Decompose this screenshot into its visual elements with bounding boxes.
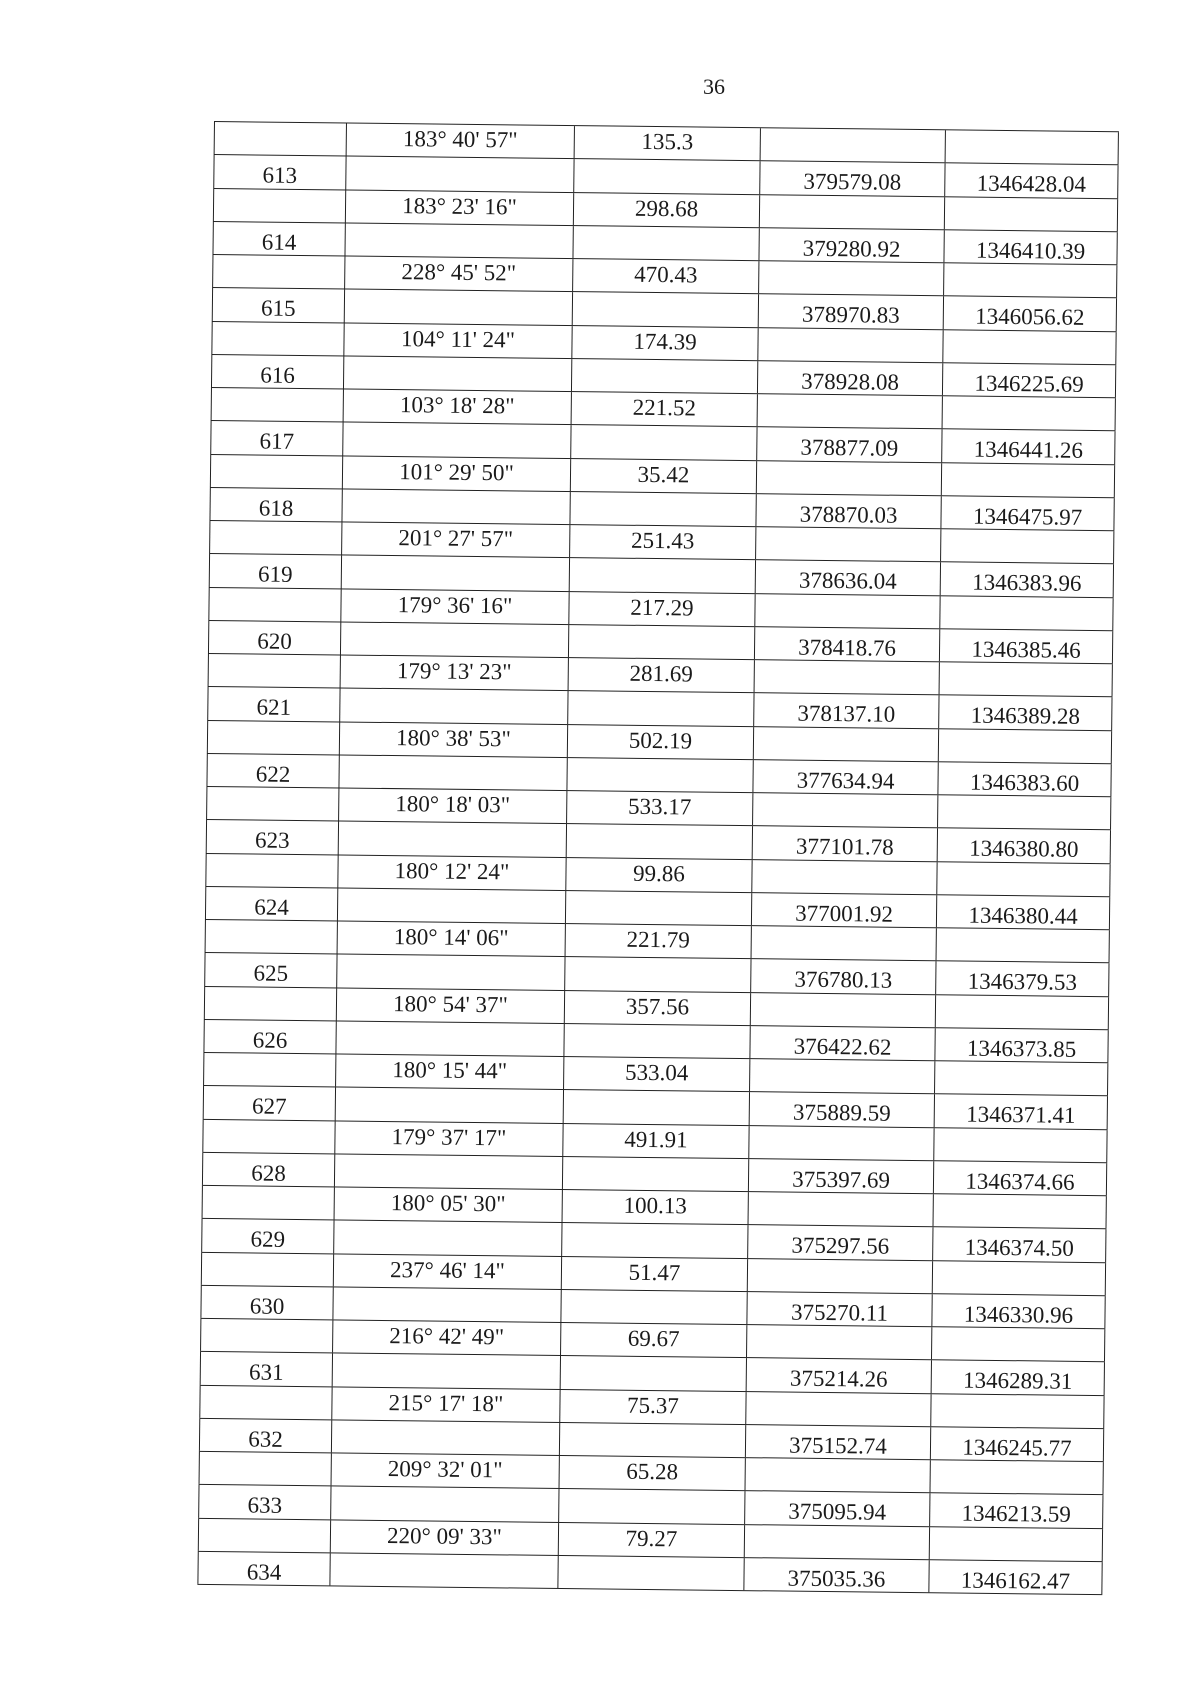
distance-cell: 35.42 [570, 459, 756, 493]
point-cell [199, 1452, 331, 1486]
bearing-cell [330, 1487, 558, 1522]
x-coordinate-cell: 377001.92 [751, 893, 936, 927]
bearing-cell: 180° 14' 06" [337, 921, 565, 956]
page-number: 36 [703, 74, 725, 99]
distance-cell [562, 1157, 748, 1191]
y-coordinate-cell [936, 928, 1110, 962]
y-coordinate-cell: 1346383.60 [937, 762, 1111, 796]
bearing-cell [333, 1221, 561, 1256]
y-coordinate-cell: 1346389.28 [938, 696, 1112, 730]
point-cell [202, 1186, 334, 1220]
bearing-cell: 183° 23' 16" [345, 190, 573, 225]
point-cell: 626 [203, 1020, 335, 1054]
x-coordinate-cell [754, 594, 939, 628]
y-coordinate-cell: 1346330.96 [931, 1294, 1105, 1328]
x-coordinate-cell: 375035.36 [743, 1558, 928, 1592]
point-cell [211, 321, 343, 355]
distance-cell: 75.37 [559, 1390, 745, 1424]
x-coordinate-cell: 375152.74 [745, 1425, 930, 1459]
distance-cell [572, 226, 758, 260]
y-coordinate-cell: 1346380.80 [937, 828, 1111, 862]
x-coordinate-cell [744, 1525, 929, 1559]
y-coordinate-cell [929, 1527, 1103, 1561]
distance-cell: 221.79 [565, 924, 751, 958]
point-cell [208, 587, 340, 621]
point-cell: 621 [207, 687, 339, 721]
y-coordinate-cell [941, 463, 1115, 497]
bearing-cell: 101° 29' 50" [342, 456, 570, 491]
point-cell [210, 454, 342, 488]
point-cell [208, 654, 340, 688]
distance-cell [567, 691, 753, 725]
distance-cell [568, 625, 754, 659]
x-coordinate-cell: 378636.04 [755, 560, 940, 594]
x-coordinate-cell [752, 793, 937, 827]
point-cell: 634 [197, 1552, 329, 1586]
y-coordinate-cell: 1346371.41 [934, 1094, 1108, 1128]
point-cell [201, 1252, 333, 1286]
point-cell: 617 [210, 421, 342, 455]
x-coordinate-cell [754, 660, 939, 694]
y-coordinate-cell [929, 1460, 1103, 1494]
point-cell: 625 [204, 953, 336, 987]
y-coordinate-cell [943, 263, 1117, 297]
y-coordinate-cell [945, 130, 1119, 164]
distance-cell: 51.47 [561, 1257, 747, 1291]
y-coordinate-cell [939, 596, 1113, 630]
point-cell: 618 [209, 488, 341, 522]
bearing-cell: 180° 18' 03" [338, 788, 566, 823]
point-cell: 619 [209, 554, 341, 588]
bearing-cell: 183° 40' 57" [346, 123, 574, 158]
distance-cell [557, 1556, 743, 1590]
y-coordinate-cell: 1346213.59 [929, 1493, 1103, 1527]
distance-cell [573, 159, 759, 193]
x-coordinate-cell [748, 1126, 933, 1160]
bearing-cell: 180° 12' 24" [337, 855, 565, 890]
bearing-cell [338, 755, 566, 790]
y-coordinate-cell: 1346056.62 [943, 297, 1117, 331]
x-coordinate-cell: 375889.59 [749, 1092, 934, 1126]
x-coordinate-cell [744, 1458, 929, 1492]
y-coordinate-cell: 1346428.04 [944, 164, 1118, 198]
distance-cell: 174.39 [571, 326, 757, 360]
bearing-cell [329, 1553, 557, 1588]
x-coordinate-cell: 375095.94 [744, 1491, 929, 1525]
y-coordinate-cell [933, 1128, 1107, 1162]
x-coordinate-cell [751, 926, 936, 960]
x-coordinate-cell: 377101.78 [752, 826, 937, 860]
bearing-cell: 201° 27' 57" [341, 522, 569, 557]
distance-cell [558, 1489, 744, 1523]
bearing-cell [335, 1088, 563, 1123]
bearing-cell [335, 1021, 563, 1056]
y-coordinate-cell: 1346374.66 [933, 1161, 1107, 1195]
x-coordinate-cell: 379579.08 [759, 161, 944, 195]
point-cell: 630 [200, 1286, 332, 1320]
y-coordinate-cell: 1346380.44 [936, 895, 1110, 929]
point-cell: 628 [202, 1153, 334, 1187]
x-coordinate-cell [751, 860, 936, 894]
bearing-cell: 104° 11' 24" [343, 323, 571, 358]
distance-cell: 65.28 [559, 1456, 745, 1490]
point-cell: 615 [212, 288, 344, 322]
point-cell [200, 1319, 332, 1353]
point-cell: 633 [198, 1485, 330, 1519]
bearing-cell: 220° 09' 33" [330, 1520, 558, 1555]
point-cell [211, 388, 343, 422]
point-cell: 632 [199, 1419, 331, 1453]
point-cell: 629 [201, 1219, 333, 1253]
point-cell [203, 1053, 335, 1087]
bearing-cell: 179° 13' 23" [340, 655, 568, 690]
x-coordinate-cell: 378970.83 [758, 294, 943, 328]
bearing-cell: 216° 42' 49" [332, 1320, 560, 1355]
y-coordinate-cell: 1346475.97 [940, 496, 1114, 530]
y-coordinate-cell: 1346383.96 [940, 563, 1114, 597]
y-coordinate-cell: 1346410.39 [943, 230, 1117, 264]
distance-cell [571, 359, 757, 393]
x-coordinate-cell [757, 328, 942, 362]
x-coordinate-cell [753, 727, 938, 761]
x-coordinate-cell [748, 1192, 933, 1226]
y-coordinate-cell: 1346373.85 [934, 1028, 1108, 1062]
x-coordinate-cell [755, 527, 940, 561]
distance-cell: 79.27 [558, 1522, 744, 1556]
bearing-cell [332, 1287, 560, 1322]
bearing-cell [336, 955, 564, 990]
distance-cell: 99.86 [565, 858, 751, 892]
point-cell: 631 [200, 1352, 332, 1386]
x-coordinate-cell: 377634.94 [752, 760, 937, 794]
bearing-cell [344, 223, 572, 258]
y-coordinate-cell: 1346245.77 [930, 1427, 1104, 1461]
point-cell [213, 188, 345, 222]
y-coordinate-cell [935, 995, 1109, 1029]
distance-cell: 470.43 [572, 259, 758, 293]
bearing-cell: 103° 18' 28" [343, 389, 571, 424]
bearing-cell: 180° 38' 53" [339, 722, 567, 757]
x-coordinate-cell [759, 195, 944, 229]
bearing-cell: 215° 17' 18" [331, 1387, 559, 1422]
distance-cell: 217.29 [568, 592, 754, 626]
point-cell: 622 [206, 754, 338, 788]
point-cell [204, 986, 336, 1020]
x-coordinate-cell: 376780.13 [750, 959, 935, 993]
bearing-cell: 180° 15' 44" [335, 1054, 563, 1089]
bearing-cell [345, 157, 573, 192]
y-coordinate-cell [936, 862, 1110, 896]
point-cell: 620 [208, 621, 340, 655]
y-coordinate-cell [934, 1061, 1108, 1095]
x-coordinate-cell: 379280.92 [758, 228, 943, 262]
y-coordinate-cell: 1346441.26 [941, 430, 1115, 464]
bearing-cell [331, 1420, 559, 1455]
bearing-cell [341, 489, 569, 524]
x-coordinate-cell [757, 394, 942, 428]
point-cell [205, 853, 337, 887]
bearing-cell [337, 888, 565, 923]
distance-cell: 221.52 [571, 392, 757, 426]
x-coordinate-cell [758, 261, 943, 295]
x-coordinate-cell: 378928.08 [757, 361, 942, 395]
y-coordinate-cell: 1346289.31 [931, 1360, 1105, 1394]
point-cell: 613 [213, 155, 345, 189]
distance-cell: 135.3 [574, 126, 760, 160]
point-cell [212, 255, 344, 289]
x-coordinate-cell: 378870.03 [755, 494, 940, 528]
y-coordinate-cell: 1346379.53 [935, 961, 1109, 995]
distance-cell [563, 1024, 749, 1058]
point-cell [199, 1385, 331, 1419]
y-coordinate-cell [942, 396, 1116, 430]
distance-cell: 533.17 [566, 791, 752, 825]
bearing-cell [332, 1354, 560, 1389]
distance-cell [572, 292, 758, 326]
y-coordinate-cell [942, 330, 1116, 364]
point-cell [209, 521, 341, 555]
distance-cell [563, 1090, 749, 1124]
x-coordinate-cell [747, 1259, 932, 1293]
y-coordinate-cell [940, 529, 1114, 563]
distance-cell: 491.91 [562, 1124, 748, 1158]
point-cell [206, 787, 338, 821]
y-coordinate-cell [944, 197, 1118, 231]
distance-cell: 100.13 [562, 1190, 748, 1224]
y-coordinate-cell [933, 1194, 1107, 1228]
x-coordinate-cell [749, 1059, 934, 1093]
x-coordinate-cell: 375270.11 [746, 1292, 931, 1326]
x-coordinate-cell: 378877.09 [756, 427, 941, 461]
bearing-cell [338, 822, 566, 857]
x-coordinate-cell: 375297.56 [747, 1225, 932, 1259]
bearing-cell [340, 622, 568, 657]
y-coordinate-cell: 1346374.50 [932, 1227, 1106, 1261]
y-coordinate-cell: 1346162.47 [928, 1560, 1102, 1594]
y-coordinate-cell [930, 1394, 1104, 1428]
bearing-cell: 209° 32' 01" [331, 1453, 559, 1488]
bearing-cell [344, 290, 572, 325]
bearing-cell [339, 689, 567, 724]
x-coordinate-cell [745, 1392, 930, 1426]
point-cell [207, 720, 339, 754]
x-coordinate-cell: 376422.62 [749, 1026, 934, 1060]
x-coordinate-cell: 375397.69 [748, 1159, 933, 1193]
distance-cell: 69.67 [560, 1323, 746, 1357]
bearing-cell [342, 423, 570, 458]
y-coordinate-cell [937, 795, 1111, 829]
bearing-cell [341, 556, 569, 591]
y-coordinate-cell [932, 1261, 1106, 1295]
point-cell: 623 [206, 820, 338, 854]
y-coordinate-cell [939, 662, 1113, 696]
distance-cell [559, 1423, 745, 1457]
x-coordinate-cell [750, 993, 935, 1027]
distance-cell [566, 824, 752, 858]
bearing-cell: 180° 05' 30" [334, 1187, 562, 1222]
point-cell [205, 920, 337, 954]
distance-cell [569, 558, 755, 592]
x-coordinate-cell [746, 1325, 931, 1359]
x-coordinate-cell: 378418.76 [754, 627, 939, 661]
bearing-cell [334, 1154, 562, 1189]
point-cell [214, 122, 346, 156]
x-coordinate-cell: 375214.26 [746, 1358, 931, 1392]
distance-cell: 357.56 [564, 991, 750, 1025]
distance-cell [566, 758, 752, 792]
x-coordinate-cell [756, 461, 941, 495]
y-coordinate-cell [931, 1327, 1105, 1361]
distance-cell: 281.69 [568, 658, 754, 692]
y-coordinate-cell: 1346225.69 [942, 363, 1116, 397]
distance-cell: 251.43 [569, 525, 755, 559]
y-coordinate-cell [938, 729, 1112, 763]
point-cell: 616 [211, 355, 343, 389]
x-coordinate-cell: 378137.10 [753, 693, 938, 727]
distance-cell [569, 492, 755, 526]
distance-cell [564, 957, 750, 991]
distance-cell [565, 891, 751, 925]
point-cell: 614 [212, 222, 344, 256]
bearing-cell: 228° 45' 52" [344, 256, 572, 291]
bearing-cell: 237° 46' 14" [333, 1254, 561, 1289]
distance-cell: 502.19 [567, 725, 753, 759]
bearing-cell: 179° 37' 17" [334, 1121, 562, 1156]
y-coordinate-cell: 1346385.46 [939, 629, 1113, 663]
point-cell [202, 1119, 334, 1153]
point-cell [198, 1518, 330, 1552]
distance-cell [560, 1356, 746, 1390]
distance-cell [570, 425, 756, 459]
point-cell: 624 [205, 887, 337, 921]
bearing-cell: 179° 36' 16" [340, 589, 568, 624]
distance-cell: 298.68 [573, 193, 759, 227]
x-coordinate-cell [760, 128, 945, 162]
point-cell: 627 [203, 1086, 335, 1120]
distance-cell: 533.04 [563, 1057, 749, 1091]
bearing-cell [343, 356, 571, 391]
bearing-cell: 180° 54' 37" [336, 988, 564, 1023]
distance-cell [560, 1290, 746, 1324]
distance-cell [561, 1223, 747, 1257]
survey-table [197, 121, 1119, 1595]
